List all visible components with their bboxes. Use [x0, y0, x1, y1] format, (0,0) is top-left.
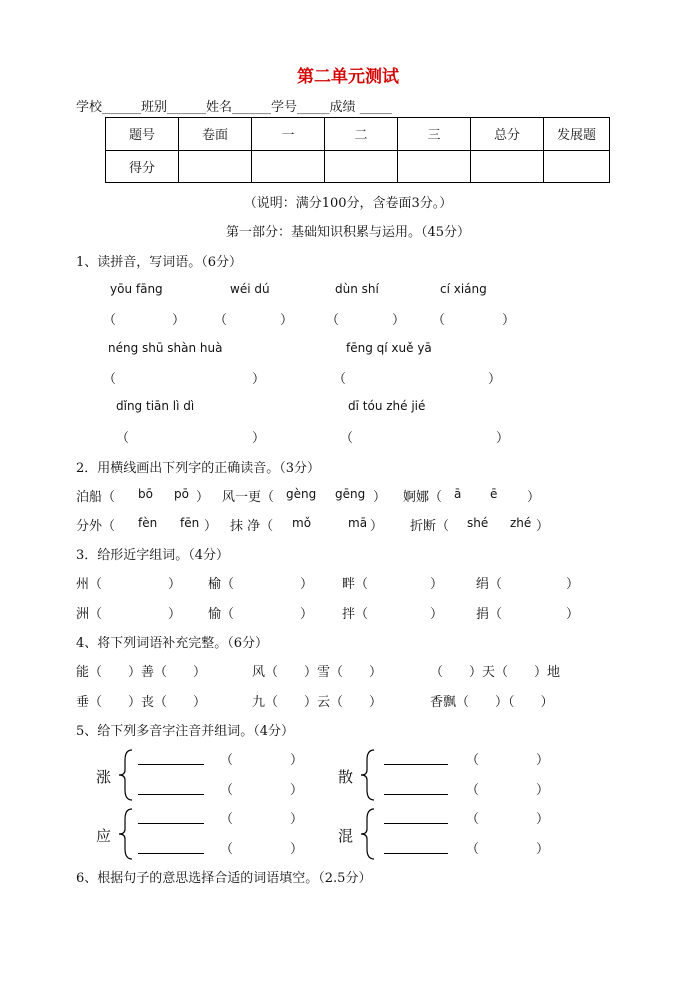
answer-line[interactable]	[138, 853, 204, 854]
answer-line[interactable]	[384, 823, 448, 824]
paren-open: （	[220, 753, 234, 768]
score-cell[interactable]	[179, 150, 252, 183]
paren-open: （	[340, 431, 354, 446]
word: 风一更（	[222, 490, 275, 505]
reading-option[interactable]: ā	[454, 487, 462, 501]
paren-open: （	[326, 313, 340, 328]
question-5-title: 5、给下列多音字注音并组词。（4分）	[76, 724, 295, 739]
table-cell: 得分	[106, 150, 179, 183]
paren-close: ）	[502, 313, 516, 328]
score-cell[interactable]	[471, 150, 544, 183]
paren-open: （	[432, 313, 446, 328]
paren-close: ）	[566, 607, 580, 622]
student-info-line: 学校______班别______姓名______学号_____成绩 _____	[76, 100, 393, 115]
score-table	[105, 117, 610, 183]
question-1-title: 1、读拼音，写词语。（6分）	[76, 255, 243, 270]
pinyin: wéi dú	[230, 282, 270, 296]
paren-close: ）	[290, 783, 304, 798]
char-item: 畔（	[342, 577, 369, 592]
score-cell[interactable]	[398, 150, 471, 183]
paren-close: ）	[300, 577, 314, 592]
char-item: 州（	[76, 577, 103, 592]
paren-open: （	[466, 783, 480, 798]
score-table-score-row	[106, 150, 610, 183]
pinyin: dī tóu zhé jié	[348, 399, 426, 413]
paren-close: ）	[252, 431, 266, 446]
paren-open: （	[103, 372, 117, 387]
polyphone-char: 涨	[96, 768, 112, 786]
idiom-item: 能（ ）善（ ）	[76, 665, 207, 680]
char-item: 愉（	[208, 607, 235, 622]
paren-close: ）	[172, 313, 186, 328]
reading-option[interactable]: shé	[467, 516, 489, 530]
paren-close: ）	[168, 607, 182, 622]
question-4-title: 4、将下列词语补充完整。（6分）	[76, 636, 269, 651]
pinyin: dùn shí	[335, 282, 379, 296]
paren-open: （	[116, 431, 130, 446]
paren-close: ）	[430, 577, 444, 592]
polyphone-char: 混	[338, 827, 354, 845]
paren-close: ）	[536, 783, 550, 798]
answer-line[interactable]	[138, 823, 204, 824]
char-item: 洲（	[76, 607, 103, 622]
char-item: 绢（	[476, 577, 503, 592]
answer-line[interactable]	[384, 764, 448, 765]
brace-icon	[358, 807, 376, 861]
reading-option[interactable]: gèng	[286, 487, 317, 501]
table-cell: 一	[252, 118, 325, 151]
paren-open: （	[466, 812, 480, 827]
idiom-item: 九（ ）云（ ）	[252, 695, 383, 710]
paren-close: ）	[536, 519, 550, 534]
reading-option[interactable]: gēng	[335, 487, 366, 501]
table-cell: 发展题	[544, 118, 610, 151]
word: 婀娜（	[403, 490, 443, 505]
table-cell: 二	[325, 118, 398, 151]
pinyin: cí xiáng	[440, 282, 487, 296]
char-item: 榆（	[208, 577, 235, 592]
pinyin: yōu fāng	[110, 282, 163, 296]
paren-close: ）	[527, 490, 541, 505]
pinyin: dǐng tiān lì dì	[116, 399, 195, 413]
paren-close: ）	[430, 607, 444, 622]
paren-close: ）	[370, 519, 384, 534]
idiom-item: 风（ ）雪（ ）	[252, 665, 383, 680]
paren-close: ）	[290, 842, 304, 857]
reading-option[interactable]: zhé	[510, 516, 532, 530]
char-item: 拌（	[342, 607, 369, 622]
paren-close: ）	[566, 577, 580, 592]
paren-open: （	[220, 842, 234, 857]
paren-close: ）	[373, 490, 387, 505]
idiom-item: 香飘（ ）（ ）	[430, 695, 554, 710]
paren-close: ）	[536, 812, 550, 827]
paren-close: ）	[290, 812, 304, 827]
reading-option[interactable]: ē	[490, 487, 498, 501]
reading-option[interactable]: mǒ	[292, 516, 312, 530]
answer-line[interactable]	[384, 853, 448, 854]
paren-close: ）	[280, 313, 294, 328]
idiom-item: 垂（ ）丧（ ）	[76, 695, 207, 710]
polyphone-char: 散	[338, 768, 354, 786]
paren-open: （	[466, 842, 480, 857]
word: 抹 净（	[230, 519, 274, 534]
score-table-header-row	[106, 118, 610, 151]
question-6-title: 6、根据句子的意思选择合适的词语填空。（2.5分）	[76, 871, 372, 886]
paren-close: ）	[196, 490, 210, 505]
reading-option[interactable]: fēn	[180, 516, 200, 530]
page-title: 第二单元测试	[297, 67, 399, 87]
paren-open: （	[466, 753, 480, 768]
paren-close: ）	[392, 313, 406, 328]
answer-line[interactable]	[384, 794, 448, 795]
brace-icon	[116, 748, 134, 802]
paren-close: ）	[488, 372, 502, 387]
paren-close: ）	[204, 519, 218, 534]
paren-close: ）	[536, 753, 550, 768]
answer-line[interactable]	[138, 764, 204, 765]
polyphone-char: 应	[96, 827, 112, 845]
word: 折断（	[410, 519, 450, 534]
score-cell[interactable]	[252, 150, 325, 183]
paren-close: ）	[300, 607, 314, 622]
paren-close: ）	[252, 372, 266, 387]
pinyin: fēng qí xuě yā	[346, 341, 432, 355]
char-item: 捐（	[476, 607, 503, 622]
table-cell: 卷面	[179, 118, 252, 151]
score-cell[interactable]	[544, 150, 610, 183]
paren-close: ）	[536, 842, 550, 857]
pinyin: néng shū shàn huà	[108, 341, 223, 355]
word: 分外（	[76, 519, 116, 534]
brace-icon	[116, 807, 134, 861]
score-cell[interactable]	[325, 150, 398, 183]
table-cell: 三	[398, 118, 471, 151]
reading-option[interactable]: pō	[174, 487, 189, 501]
paren-close: ）	[290, 753, 304, 768]
paren-open: （	[220, 783, 234, 798]
part-one-title: 第一部分：基础知识积累与运用。（45分）	[225, 225, 471, 240]
word: 泊船（	[76, 490, 116, 505]
paren-close: ）	[496, 431, 510, 446]
idiom-item: （ ）天（ ）地	[430, 665, 561, 680]
table-cell: 题号	[106, 118, 179, 151]
reading-option[interactable]: mā	[348, 516, 368, 530]
paren-open: （	[220, 812, 234, 827]
question-2-title: 2．用横线画出下列字的正确读音。（3分）	[76, 461, 321, 476]
paren-open: （	[214, 313, 228, 328]
question-3-title: 3．给形近字组词。（4分）	[76, 548, 230, 563]
exam-note: （说明：满分100分，含卷面3分。）	[243, 196, 453, 211]
paren-close: ）	[168, 577, 182, 592]
table-cell: 总分	[471, 118, 544, 151]
reading-option[interactable]: fèn	[138, 516, 158, 530]
brace-icon	[358, 748, 376, 802]
paren-open: （	[103, 313, 117, 328]
answer-line[interactable]	[138, 794, 204, 795]
reading-option[interactable]: bō	[138, 487, 153, 501]
paren-open: （	[333, 372, 347, 387]
